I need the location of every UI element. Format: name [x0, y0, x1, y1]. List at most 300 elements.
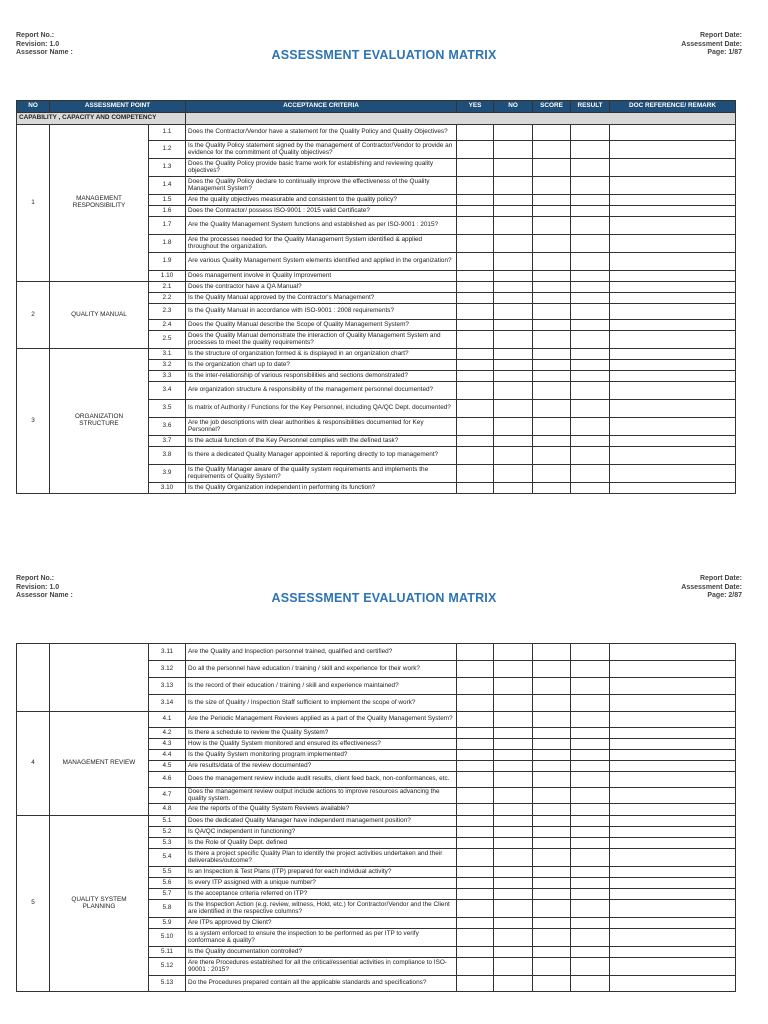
no-cell[interactable] [494, 159, 533, 177]
no-cell[interactable] [494, 271, 533, 282]
no-cell[interactable] [494, 827, 533, 838]
yes-cell[interactable] [457, 788, 494, 804]
score-cell[interactable] [533, 788, 571, 804]
no-cell[interactable] [494, 750, 533, 761]
result-cell[interactable] [571, 947, 610, 958]
evaluation-table-page-2 [16, 643, 736, 992]
no-cell[interactable] [494, 849, 533, 867]
remark-cell[interactable] [610, 976, 736, 992]
yes-cell[interactable] [457, 661, 494, 678]
no-cell[interactable] [494, 382, 533, 400]
result-cell[interactable] [571, 271, 610, 282]
criteria-text: Is every ITP assigned with a unique number? [186, 878, 457, 889]
no-cell[interactable] [494, 816, 533, 827]
yes-cell[interactable] [457, 761, 494, 772]
yes-cell[interactable] [457, 947, 494, 958]
no-cell[interactable] [494, 929, 533, 947]
score-cell[interactable] [533, 878, 571, 889]
remark-cell[interactable] [610, 678, 736, 695]
no-cell[interactable] [494, 418, 533, 436]
remark-cell[interactable] [610, 761, 736, 772]
result-cell[interactable] [571, 349, 610, 360]
remark-cell[interactable] [610, 695, 736, 712]
yes-cell[interactable] [457, 217, 494, 235]
score-cell[interactable] [533, 304, 571, 320]
criteria-text: Are the job descriptions with clear authorities & responsibilities documented for Key Personnel? [186, 418, 457, 436]
criteria-text: Is the Quality Policy statement signed by the management of Contractor/Vendor to provide an evidence for the commitment of Quality objectives? [186, 141, 457, 159]
no-cell[interactable] [494, 661, 533, 678]
score-cell[interactable] [533, 125, 571, 141]
yes-cell[interactable] [457, 465, 494, 483]
result-cell[interactable] [571, 141, 610, 159]
criteria-code: 5.9 [149, 918, 186, 929]
no-cell[interactable] [494, 447, 533, 465]
remark-cell[interactable] [610, 159, 736, 177]
score-cell[interactable] [533, 918, 571, 929]
yes-cell[interactable] [457, 177, 494, 195]
no-cell[interactable] [494, 678, 533, 695]
col-header-assessment-point: ASSESSMENT POINT [50, 101, 186, 113]
remark-cell[interactable] [610, 849, 736, 867]
score-cell[interactable] [533, 816, 571, 827]
result-cell[interactable] [571, 900, 610, 918]
no-cell[interactable] [494, 177, 533, 195]
score-cell[interactable] [533, 371, 571, 382]
result-cell[interactable] [571, 772, 610, 788]
score-cell[interactable] [533, 889, 571, 900]
criteria-text: Is the Quality System monitoring program implemented? [186, 750, 457, 761]
result-cell[interactable] [571, 483, 610, 494]
yes-cell[interactable] [457, 125, 494, 141]
score-cell[interactable] [533, 728, 571, 739]
criteria-code: 3.9 [149, 465, 186, 483]
group-number: 5 [17, 816, 50, 992]
yes-cell[interactable] [457, 382, 494, 400]
score-cell[interactable] [533, 838, 571, 849]
result-cell[interactable] [571, 195, 610, 206]
yes-cell[interactable] [457, 695, 494, 712]
remark-cell[interactable] [610, 235, 736, 253]
yes-cell[interactable] [457, 816, 494, 827]
yes-cell[interactable] [457, 195, 494, 206]
remark-cell[interactable] [610, 382, 736, 400]
remark-cell[interactable] [610, 661, 736, 678]
remark-cell[interactable] [610, 644, 736, 661]
yes-cell[interactable] [457, 331, 494, 349]
criteria-code: 3.8 [149, 447, 186, 465]
score-cell[interactable] [533, 958, 571, 976]
document-title-p2: ASSESSMENT EVALUATION MATRIX [271, 591, 497, 605]
remark-cell[interactable] [610, 320, 736, 331]
no-cell[interactable] [494, 465, 533, 483]
score-cell[interactable] [533, 976, 571, 992]
yes-cell[interactable] [457, 400, 494, 418]
score-cell[interactable] [533, 947, 571, 958]
criteria-text: Do all the personnel have education / training / skill and experience for their work? [186, 661, 457, 678]
yes-cell[interactable] [457, 827, 494, 838]
result-cell[interactable] [571, 177, 610, 195]
yes-cell[interactable] [457, 929, 494, 947]
yes-cell[interactable] [457, 772, 494, 788]
result-cell[interactable] [571, 382, 610, 400]
criteria-text: Is the inter-relationship of various responsibilities and sections demonstrated? [186, 371, 457, 382]
no-cell[interactable] [494, 304, 533, 320]
score-cell[interactable] [533, 331, 571, 349]
result-cell[interactable] [571, 418, 610, 436]
no-cell[interactable] [494, 331, 533, 349]
no-cell[interactable] [494, 125, 533, 141]
result-cell[interactable] [571, 849, 610, 867]
criteria-text: Are various Quality Management System elements identified and applied in the organization? [186, 253, 457, 271]
criteria-text: Are the Quality Management System functions and established as per ISO-9001 : 2015? [186, 217, 457, 235]
no-cell[interactable] [494, 878, 533, 889]
yes-cell[interactable] [457, 849, 494, 867]
result-cell[interactable] [571, 304, 610, 320]
no-cell[interactable] [494, 253, 533, 271]
assessor-name-label: Assessor Name : [16, 49, 73, 57]
no-cell[interactable] [494, 728, 533, 739]
no-cell[interactable] [494, 838, 533, 849]
criteria-text: How is the Quality System monitored and ensured its effectiveness? [186, 739, 457, 750]
criteria-text: Does the Quality Manual describe the Scope of Quality Management System? [186, 320, 457, 331]
score-cell[interactable] [533, 644, 571, 661]
yes-cell[interactable] [457, 371, 494, 382]
result-cell[interactable] [571, 400, 610, 418]
yes-cell[interactable] [457, 436, 494, 447]
score-cell[interactable] [533, 271, 571, 282]
result-cell[interactable] [571, 320, 610, 331]
criteria-code: 3.10 [149, 483, 186, 494]
yes-cell[interactable] [457, 235, 494, 253]
criteria-code: 3.7 [149, 436, 186, 447]
score-cell[interactable] [533, 382, 571, 400]
remark-cell[interactable] [610, 827, 736, 838]
remark-cell[interactable] [610, 282, 736, 293]
no-cell[interactable] [494, 788, 533, 804]
no-cell[interactable] [494, 772, 533, 788]
score-cell[interactable] [533, 447, 571, 465]
criteria-code: 4.7 [149, 788, 186, 804]
score-cell[interactable] [533, 418, 571, 436]
remark-cell[interactable] [610, 436, 736, 447]
yes-cell[interactable] [457, 976, 494, 992]
yes-cell[interactable] [457, 958, 494, 976]
result-cell[interactable] [571, 976, 610, 992]
result-cell[interactable] [571, 728, 610, 739]
score-cell[interactable] [533, 465, 571, 483]
remark-cell[interactable] [610, 465, 736, 483]
no-cell[interactable] [494, 739, 533, 750]
no-cell[interactable] [494, 349, 533, 360]
remark-cell[interactable] [610, 867, 736, 878]
no-cell[interactable] [494, 947, 533, 958]
yes-cell[interactable] [457, 320, 494, 331]
result-cell[interactable] [571, 661, 610, 678]
yes-cell[interactable] [457, 483, 494, 494]
no-cell[interactable] [494, 761, 533, 772]
result-cell[interactable] [571, 761, 610, 772]
result-cell[interactable] [571, 838, 610, 849]
result-cell[interactable] [571, 827, 610, 838]
yes-cell[interactable] [457, 349, 494, 360]
no-cell[interactable] [494, 360, 533, 371]
yes-cell[interactable] [457, 838, 494, 849]
no-cell[interactable] [494, 371, 533, 382]
score-cell[interactable] [533, 483, 571, 494]
remark-cell[interactable] [610, 712, 736, 728]
remark-cell[interactable] [610, 878, 736, 889]
remark-cell[interactable] [610, 838, 736, 849]
remark-cell[interactable] [610, 804, 736, 816]
result-cell[interactable] [571, 331, 610, 349]
score-cell[interactable] [533, 217, 571, 235]
remark-cell[interactable] [610, 125, 736, 141]
remark-cell[interactable] [610, 293, 736, 304]
result-cell[interactable] [571, 739, 610, 750]
no-cell[interactable] [494, 320, 533, 331]
remark-cell[interactable] [610, 349, 736, 360]
criteria-text: Is matrix of Authority / Functions for the Key Personnel, including QA/QC Dept. documented? [186, 400, 457, 418]
criteria-text: Is the organization chart up to date? [186, 360, 457, 371]
score-cell[interactable] [533, 320, 571, 331]
score-cell[interactable] [533, 849, 571, 867]
score-cell[interactable] [533, 293, 571, 304]
result-cell[interactable] [571, 878, 610, 889]
yes-cell[interactable] [457, 141, 494, 159]
result-cell[interactable] [571, 678, 610, 695]
no-cell[interactable] [494, 712, 533, 728]
score-cell[interactable] [533, 695, 571, 712]
remark-cell[interactable] [610, 739, 736, 750]
yes-cell[interactable] [457, 206, 494, 217]
result-cell[interactable] [571, 465, 610, 483]
result-cell[interactable] [571, 282, 610, 293]
remark-cell[interactable] [610, 206, 736, 217]
remark-cell[interactable] [610, 331, 736, 349]
criteria-text: Is the Quality documentation controlled? [186, 947, 457, 958]
remark-cell[interactable] [610, 418, 736, 436]
score-cell[interactable] [533, 436, 571, 447]
remark-cell[interactable] [610, 958, 736, 976]
score-cell[interactable] [533, 360, 571, 371]
table-row [17, 644, 736, 661]
no-cell[interactable] [494, 436, 533, 447]
result-cell[interactable] [571, 447, 610, 465]
no-cell[interactable] [494, 958, 533, 976]
result-cell[interactable] [571, 889, 610, 900]
remark-cell[interactable] [610, 217, 736, 235]
score-cell[interactable] [533, 678, 571, 695]
score-cell[interactable] [533, 206, 571, 217]
score-cell[interactable] [533, 282, 571, 293]
remark-cell[interactable] [610, 304, 736, 320]
score-cell[interactable] [533, 253, 571, 271]
remark-cell[interactable] [610, 360, 736, 371]
remark-cell[interactable] [610, 889, 736, 900]
criteria-text: Is the size of Quality / Inspection Staff sufficient to implement the scope of work? [186, 695, 457, 712]
remark-cell[interactable] [610, 483, 736, 494]
yes-cell[interactable] [457, 889, 494, 900]
yes-cell[interactable] [457, 644, 494, 661]
score-cell[interactable] [533, 804, 571, 816]
yes-cell[interactable] [457, 418, 494, 436]
result-cell[interactable] [571, 695, 610, 712]
table-row [17, 349, 736, 360]
result-cell[interactable] [571, 159, 610, 177]
no-cell[interactable] [494, 889, 533, 900]
result-cell[interactable] [571, 816, 610, 827]
yes-cell[interactable] [457, 678, 494, 695]
remark-cell[interactable] [610, 816, 736, 827]
no-cell[interactable] [494, 918, 533, 929]
yes-cell[interactable] [457, 253, 494, 271]
remark-cell[interactable] [610, 371, 736, 382]
score-cell[interactable] [533, 739, 571, 750]
yes-cell[interactable] [457, 739, 494, 750]
score-cell[interactable] [533, 141, 571, 159]
criteria-text: Is the Quality Manual approved by the Contractor's Management? [186, 293, 457, 304]
remark-cell[interactable] [610, 947, 736, 958]
score-cell[interactable] [533, 867, 571, 878]
result-cell[interactable] [571, 918, 610, 929]
score-cell[interactable] [533, 929, 571, 947]
no-cell[interactable] [494, 976, 533, 992]
no-cell[interactable] [494, 235, 533, 253]
yes-cell[interactable] [457, 293, 494, 304]
result-cell[interactable] [571, 804, 610, 816]
result-cell[interactable] [571, 253, 610, 271]
yes-cell[interactable] [457, 360, 494, 371]
score-cell[interactable] [533, 761, 571, 772]
yes-cell[interactable] [457, 878, 494, 889]
remark-cell[interactable] [610, 447, 736, 465]
remark-cell[interactable] [610, 141, 736, 159]
yes-cell[interactable] [457, 271, 494, 282]
result-cell[interactable] [571, 360, 610, 371]
criteria-text: Does the Contractor/ possess ISO-9001 : 2015 valid Certificate? [186, 206, 457, 217]
remark-cell[interactable] [610, 929, 736, 947]
result-cell[interactable] [571, 867, 610, 878]
report-meta-right-p2 [681, 575, 742, 601]
remark-cell[interactable] [610, 253, 736, 271]
no-cell[interactable] [494, 644, 533, 661]
criteria-text: Is the Quality Manual in accordance with ISO-9001 : 2008 requirements? [186, 304, 457, 320]
yes-cell[interactable] [457, 750, 494, 761]
remark-cell[interactable] [610, 271, 736, 282]
criteria-code: 1.7 [149, 217, 186, 235]
remark-cell[interactable] [610, 750, 736, 761]
result-cell[interactable] [571, 217, 610, 235]
yes-cell[interactable] [457, 867, 494, 878]
remark-cell[interactable] [610, 788, 736, 804]
result-cell[interactable] [571, 644, 610, 661]
criteria-code: 5.8 [149, 900, 186, 918]
remark-cell[interactable] [610, 772, 736, 788]
no-cell[interactable] [494, 400, 533, 418]
group-number [17, 644, 50, 712]
criteria-text: Is the acceptance criteria referred on ITP? [186, 889, 457, 900]
result-cell[interactable] [571, 125, 610, 141]
yes-cell[interactable] [457, 712, 494, 728]
no-cell[interactable] [494, 293, 533, 304]
remark-cell[interactable] [610, 728, 736, 739]
score-cell[interactable] [533, 661, 571, 678]
score-cell[interactable] [533, 900, 571, 918]
no-cell[interactable] [494, 900, 533, 918]
yes-cell[interactable] [457, 159, 494, 177]
no-cell[interactable] [494, 141, 533, 159]
result-cell[interactable] [571, 958, 610, 976]
result-cell[interactable] [571, 436, 610, 447]
no-cell[interactable] [494, 195, 533, 206]
score-cell[interactable] [533, 712, 571, 728]
assessment-point: QUALITY SYSTEM PLANNING [50, 816, 149, 992]
yes-cell[interactable] [457, 918, 494, 929]
result-cell[interactable] [571, 293, 610, 304]
assessor-name-label: Assessor Name : [16, 592, 73, 600]
result-cell[interactable] [571, 235, 610, 253]
no-cell[interactable] [494, 695, 533, 712]
criteria-code: 5.10 [149, 929, 186, 947]
no-cell[interactable] [494, 804, 533, 816]
criteria-code: 5.3 [149, 838, 186, 849]
remark-cell[interactable] [610, 900, 736, 918]
assessment-date-label: Assessment Date: [681, 40, 742, 48]
yes-cell[interactable] [457, 900, 494, 918]
remark-cell[interactable] [610, 918, 736, 929]
yes-cell[interactable] [457, 804, 494, 816]
col-header-result: RESULT [571, 101, 610, 113]
criteria-text: Are the quality objectives measurable and consistent to the quality policy? [186, 195, 457, 206]
criteria-code: 4.6 [149, 772, 186, 788]
criteria-code: 1.6 [149, 206, 186, 217]
remark-cell[interactable] [610, 400, 736, 418]
result-cell[interactable] [571, 929, 610, 947]
score-cell[interactable] [533, 400, 571, 418]
no-cell[interactable] [494, 282, 533, 293]
remark-cell[interactable] [610, 195, 736, 206]
remark-cell[interactable] [610, 177, 736, 195]
score-cell[interactable] [533, 349, 571, 360]
no-cell[interactable] [494, 867, 533, 878]
result-cell[interactable] [571, 206, 610, 217]
result-cell[interactable] [571, 750, 610, 761]
score-cell[interactable] [533, 195, 571, 206]
score-cell[interactable] [533, 827, 571, 838]
no-cell[interactable] [494, 206, 533, 217]
result-cell[interactable] [571, 371, 610, 382]
yes-cell[interactable] [457, 728, 494, 739]
no-cell[interactable] [494, 483, 533, 494]
table-row [17, 282, 736, 293]
criteria-code: 2.3 [149, 304, 186, 320]
score-cell[interactable] [533, 159, 571, 177]
result-cell[interactable] [571, 788, 610, 804]
yes-cell[interactable] [457, 447, 494, 465]
result-cell[interactable] [571, 712, 610, 728]
assessment-point: MANAGEMENT RESPONSIBILITY [50, 125, 149, 282]
yes-cell[interactable] [457, 282, 494, 293]
criteria-code: 3.14 [149, 695, 186, 712]
score-cell[interactable] [533, 772, 571, 788]
no-cell[interactable] [494, 217, 533, 235]
yes-cell[interactable] [457, 304, 494, 320]
score-cell[interactable] [533, 750, 571, 761]
score-cell[interactable] [533, 177, 571, 195]
criteria-text: Does the Contractor/Vendor have a statement for the Quality Policy and Quality Objectives? [186, 125, 457, 141]
criteria-text: Is the Role of Quality Dept. defined [186, 838, 457, 849]
score-cell[interactable] [533, 235, 571, 253]
